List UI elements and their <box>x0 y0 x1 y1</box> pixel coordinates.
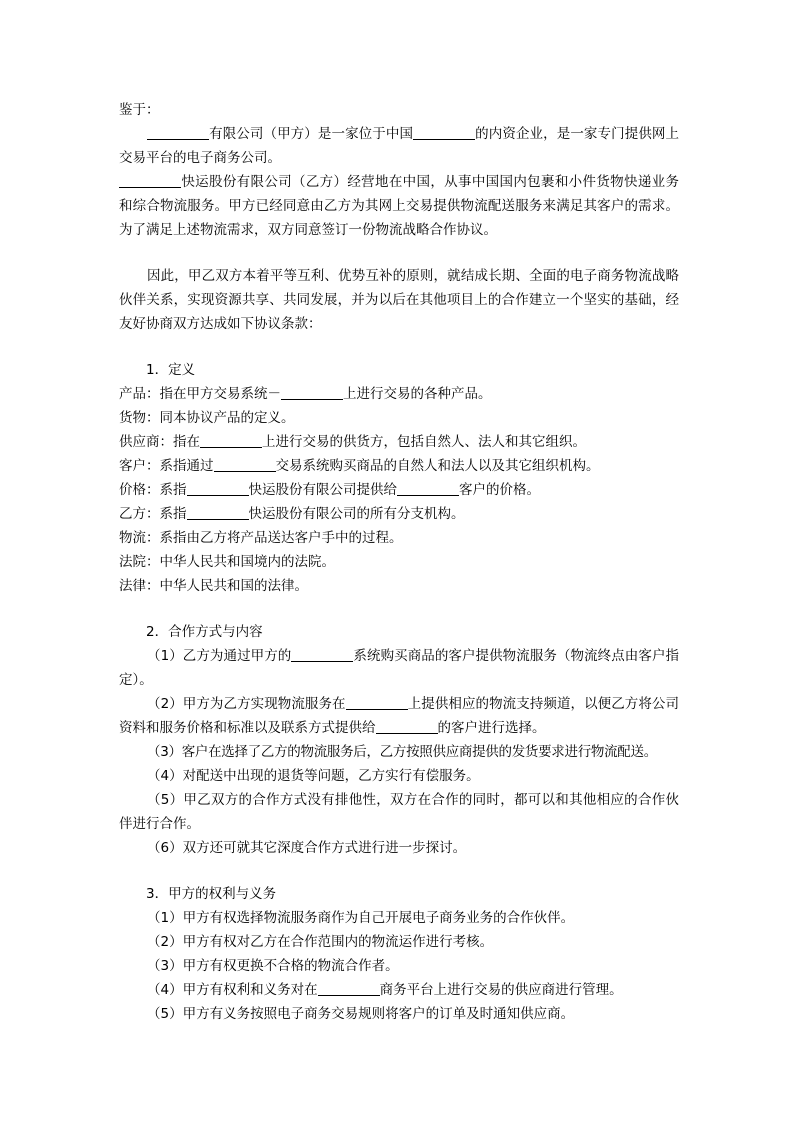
blank-line <box>281 384 343 400</box>
section-2-title: 2．合作方式与内容 <box>146 624 263 640</box>
intro-heading: 鉴于： <box>119 102 160 118</box>
rights-item-1: （1）甲方有权选择物流服务商作为自己开展电子商务业务的合作伙伴。 <box>147 910 575 926</box>
blank-line <box>214 456 276 472</box>
blank-line <box>376 718 438 734</box>
cooperation-item-2: （2）甲方为乙方实现物流服务在 上提供相应的物流支持频道，以便乙方将公司资料和服务价格和标准以及联系方式提供给 的客户进行选择。 <box>119 696 679 736</box>
definition-law: 法律：中华人民共和国的法律。 <box>119 578 308 594</box>
rights-item-4: （4）甲方有权利和义务对在 商务平台上进行交易的供应商进行管理。 <box>147 982 623 998</box>
section-1-title: 1．定义 <box>146 362 196 378</box>
blank-line <box>119 172 181 188</box>
blank-line <box>413 124 475 140</box>
blank-line <box>318 980 380 996</box>
blank-line <box>187 480 249 496</box>
definition-goods: 货物：同本协议产品的定义。 <box>119 410 295 426</box>
blank-line <box>147 124 209 140</box>
definition-party-b: 乙方：系指 快运股份有限公司的所有分支机构。 <box>119 506 465 522</box>
cooperation-item-6: （6）双方还可就其它深度合作方式进行进一步探讨。 <box>147 840 467 856</box>
rights-item-2: （2）甲方有权对乙方在合作范围内的物流运作进行考核。 <box>147 934 494 950</box>
rights-item-3: （3）甲方有权更换不合格的物流合作者。 <box>147 958 399 974</box>
cooperation-item-3: （3）客户在选择了乙方的物流服务后，乙方按照供应商提供的发货要求进行物流配送。 <box>147 744 657 760</box>
definition-court: 法院：中华人民共和国境内的法院。 <box>119 554 335 570</box>
definition-supplier: 供应商：指在 上进行交易的供货方，包括自然人、法人和其它组织。 <box>119 434 586 450</box>
definition-price: 价格：系指 快运股份有限公司提供给 客户的价格。 <box>119 482 540 498</box>
definition-logistics: 物流：系指由乙方将产品送达客户手中的过程。 <box>119 530 403 546</box>
intro-paragraph-3: 因此，甲乙双方本着平等互利、优势互补的原则，就结成长期、全面的电子商务物流战略伙伴关系，实现资源共享、共同发展，并为以后在其他项目上的合作建立一个坚实的基础，经友好协商双方达成如下协议条款： <box>119 268 679 332</box>
blank-line <box>397 480 459 496</box>
intro-paragraph-2: 快运股份有限公司（乙方）经营地在中国，从事中国国内包裹和小件货物快递业务和综合物流服务。甲方已经同意由乙方为其网上交易提供物流配送服务来满足其客户的需求。为了满足上述物流需求，双方同意签订一份物流战略合作协议。 <box>119 174 679 238</box>
rights-item-5: （5）甲方有义务按照电子商务交易规则将客户的订单及时通知供应商。 <box>147 1006 575 1022</box>
definition-customer: 客户：系指通过 交易系统购买商品的自然人和法人以及其它组织机构。 <box>119 458 600 474</box>
blank-line <box>291 646 353 662</box>
blank-line <box>200 432 262 448</box>
cooperation-item-4: （4）对配送中出现的退货等问题，乙方实行有偿服务。 <box>147 768 480 784</box>
intro-paragraph-1: 有限公司（甲方）是一家位于中国 的内资企业，是一家专门提供网上交易平台的电子商务公司。 <box>119 126 680 166</box>
document-body <box>119 98 679 1026</box>
blank-line <box>346 694 408 710</box>
cooperation-item-1: （1）乙方为通过甲方的 系统购买商品的客户提供物流服务（物流终点由客户指定）。 <box>119 648 680 688</box>
section-3-title: 3．甲方的权利与义务 <box>146 886 277 902</box>
blank-line <box>187 504 249 520</box>
definition-product: 产品：指在甲方交易系统－ 上进行交易的各种产品。 <box>119 386 492 402</box>
cooperation-item-5: （5）甲乙双方的合作方式没有排他性，双方在合作的同时，都可以和其他相应的合作伙伴进行合作。 <box>119 792 679 832</box>
